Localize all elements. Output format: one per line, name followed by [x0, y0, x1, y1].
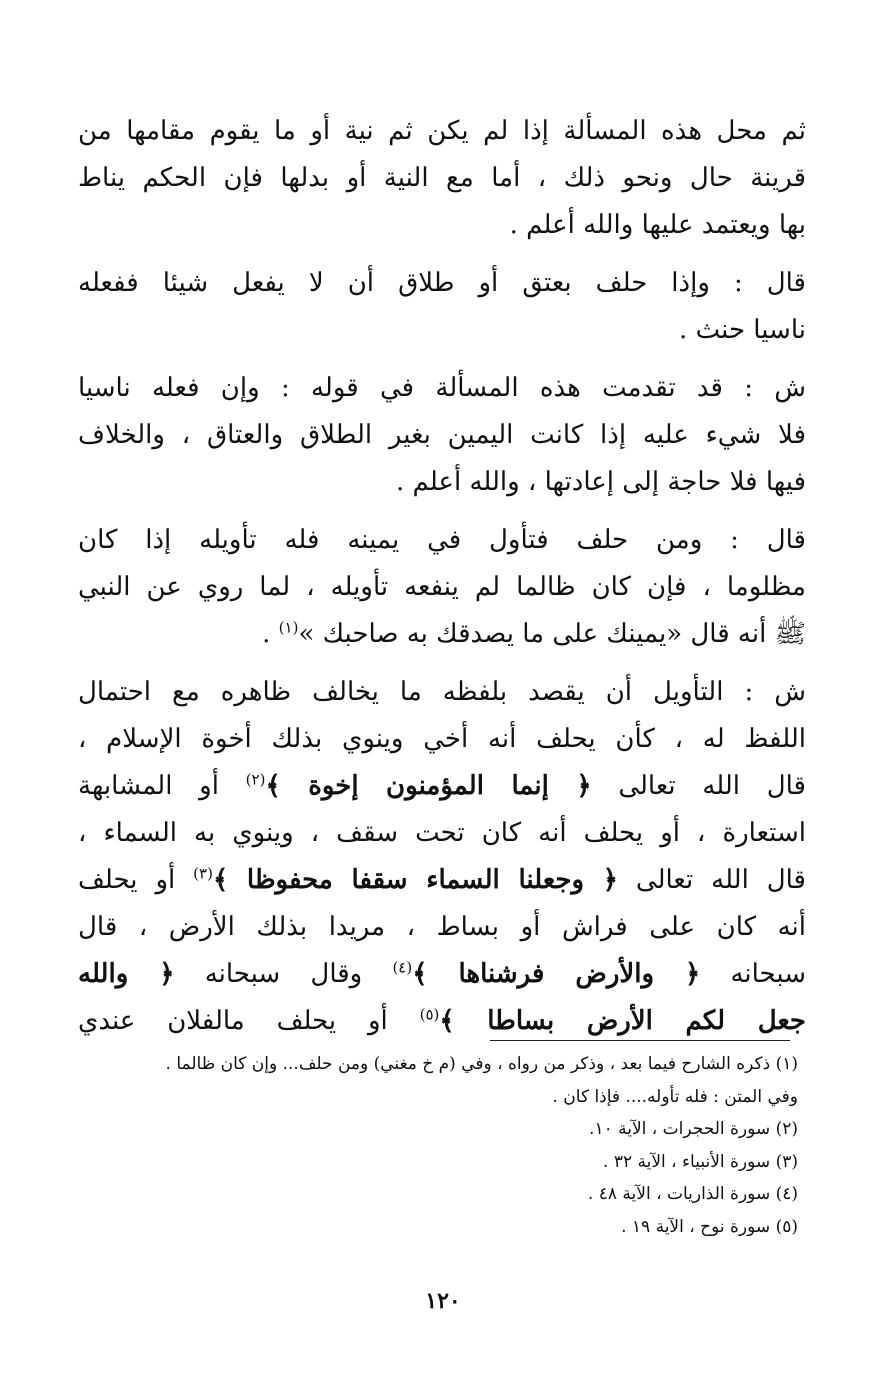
text-fragment: أو المشابهة	[78, 771, 246, 801]
footnote-ref: (٤)	[392, 958, 413, 977]
footnote-ref: (٥)	[419, 1005, 440, 1024]
main-text	[78, 108, 806, 1045]
footnote: (٤) سورة الذاريات ، الآية ٤٨ .	[587, 1184, 798, 1204]
footnote-ref: (١)	[278, 618, 299, 637]
quran-verse: ﴿ وجعلنا السماء سقفا محفوظا ﴾	[212, 865, 618, 895]
quran-verse: ﴿ إنما المؤمنون إخوة ﴾	[265, 771, 592, 801]
text-line: مظلوما ، فإن كان ظالما لم ينفعه تأويله ، لما روي عن النبي	[78, 572, 806, 602]
text-line	[78, 611, 806, 658]
text-fragment: أو يحلف	[78, 865, 194, 895]
text-line	[78, 951, 806, 998]
text-line: أنه كان على فراش أو بساط ، مريدا بذلك الأرض ، قال	[78, 912, 806, 942]
footnote: وفي المتن : فله تأوله.... فإذا كان .	[552, 1086, 798, 1107]
quran-verse: جعل لكم الأرض بساطا ﴾	[439, 1006, 806, 1036]
text-fragment: .	[262, 619, 279, 649]
text-line: استعارة ، أو يحلف أنه كان تحت سقف ، وينوي به السماء ،	[78, 818, 806, 848]
footnote-ref: (٣)	[193, 864, 213, 883]
text-line	[78, 763, 806, 810]
text-line: فيها فلا حاجة إلى إعادتها ، والله أعلم .	[396, 467, 806, 497]
footnote: (٣) سورة الأنبياء ، الآية ٣٢ .	[603, 1151, 798, 1172]
text-line: ثم محل هذه المسألة إذا لم يكن ثم نية أو ما يقوم مقامها من	[78, 116, 806, 146]
text-line: اللفظ له ، كأن يحلف أنه أخي وينوي بذلك أخوة الإسلام ،	[78, 724, 806, 754]
footnote: (١) ذكره الشارح فيما بعد ، وذكر من رواه ، وفي (م خ مغني) ومن حلف... وإن كان ظالما .	[165, 1054, 798, 1074]
text-line	[78, 998, 806, 1045]
text-fragment: سبحانه	[700, 959, 806, 989]
text-line: قال : وإذا حلف بعتق أو طلاق أن لا يفعل شيئا ففعله	[78, 268, 806, 298]
footnotes	[90, 1048, 798, 1243]
text-line: قرينة حال ونحو ذلك ، أما مع النية أو بدلها فإن الحكم يناط	[78, 163, 806, 193]
text-line	[78, 857, 806, 904]
text-line: فلا شيء عليه إذا كانت اليمين بغير الطلاق والعتاق ، والخلاف	[78, 420, 806, 450]
text-line: ش : قد تقدمت هذه المسألة في قوله : وإن فعله ناسيا	[78, 373, 806, 403]
text-fragment: قال الله تعالى	[617, 865, 806, 895]
quran-verse: ﴿ والأرض فرشناها ﴾	[412, 959, 701, 989]
footnote-separator	[490, 1040, 790, 1041]
text-fragment: أو يحلف مالفلان عندي	[78, 1006, 420, 1036]
text-line: بها ويعتمد عليها والله أعلم .	[509, 210, 806, 240]
page-number: ١٢٠	[425, 1288, 461, 1314]
footnote-ref: (٢)	[245, 770, 266, 789]
text-line: ناسيا حنث .	[679, 315, 806, 345]
footnote: (٥) سورة نوح ، الآية ١٩ .	[621, 1216, 798, 1237]
text-fragment: وقال سبحانه	[174, 959, 393, 989]
text-fragment: قال الله تعالى	[591, 771, 806, 801]
text-line: ش : التأويل أن يقصد بلفظه ما يخالف ظاهره مع احتمال	[78, 677, 806, 707]
hadith-text: ﷺ أنه قال «يمينك على ما يصدقك به صاحبك »	[298, 619, 806, 649]
text-line: قال : ومن حلف فتأول في يمينه فله تأويله إذا كان	[78, 525, 806, 555]
quran-verse: ﴿ والله	[78, 959, 175, 989]
footnote: (٢) سورة الحجرات ، الآية ١٠.	[589, 1119, 798, 1139]
